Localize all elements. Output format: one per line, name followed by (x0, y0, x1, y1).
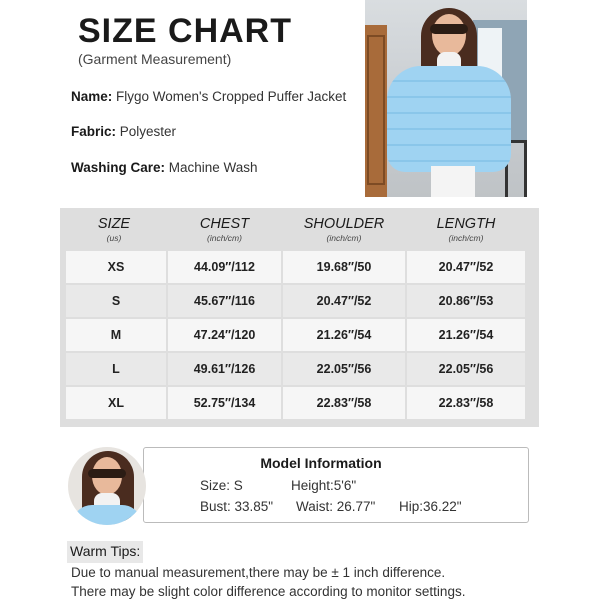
table-cell-chest: 47.24″/120 (168, 319, 281, 351)
model-waist: Waist: 26.77" (296, 499, 376, 514)
washing-care-value: Machine Wash (168, 160, 258, 175)
table-header-shoulder: SHOULDER (inch/cm) (303, 216, 385, 243)
table-cell-size: S (66, 285, 166, 317)
table-cell-chest: 45.67″/116 (168, 285, 281, 317)
table-cell-size: L (66, 353, 166, 385)
puffer-jacket (387, 66, 511, 172)
table-header-length: LENGTH (inch/cm) (436, 216, 496, 243)
table-cell-chest: 49.61″/126 (168, 353, 281, 385)
table-cell-length: 21.26″/54 (407, 319, 525, 351)
table-cell-shoulder: 20.47″/52 (283, 285, 405, 317)
warm-tip-color: There may be slight color difference according to monitor settings. (71, 584, 466, 599)
table-cell-size: XS (66, 251, 166, 283)
table-cell-shoulder: 22.83″/58 (283, 387, 405, 419)
product-name-label: Name: (71, 89, 113, 104)
product-name-value: Flygo Women's Cropped Puffer Jacket (116, 89, 347, 104)
warm-tip-measurement: Due to manual measurement,there may be ± 1 inch difference. (71, 565, 446, 580)
table-header-chest: CHEST (inch/cm) (199, 216, 250, 243)
page-title: SIZE CHART (78, 12, 292, 50)
product-photo (365, 0, 527, 197)
model-hip: Hip:36.22" (399, 499, 462, 514)
table-cell-shoulder: 21.26″/54 (283, 319, 405, 351)
washing-care-label: Washing Care: (71, 160, 166, 175)
warm-tips-label: Warm Tips: (67, 541, 143, 563)
table-cell-chest: 44.09″/112 (168, 251, 281, 283)
product-name-line (71, 89, 346, 104)
table-cell-size: XL (66, 387, 166, 419)
table-cell-length: 20.47″/52 (407, 251, 525, 283)
model-info-title: Model Information (260, 455, 382, 471)
table-cell-length: 20.86″/53 (407, 285, 525, 317)
table-cell-length: 22.83″/58 (407, 387, 525, 419)
table-header-size: SIZE (us) (97, 216, 131, 243)
fabric-line (71, 124, 176, 139)
washing-care-line (71, 160, 258, 175)
model-size: Size: S (200, 478, 243, 493)
fabric-value: Polyester (119, 124, 177, 139)
model-avatar (68, 447, 146, 525)
table-cell-length: 22.05″/56 (407, 353, 525, 385)
table-cell-chest: 52.75″/134 (168, 387, 281, 419)
model-bust: Bust: 33.85" (200, 499, 274, 514)
table-cell-size: M (66, 319, 166, 351)
model-height: Height:5'6" (291, 478, 357, 493)
table-cell-shoulder: 22.05″/56 (283, 353, 405, 385)
page-subtitle: (Garment Measurement) (78, 51, 232, 67)
table-cell-shoulder: 19.68″/50 (283, 251, 405, 283)
fabric-label: Fabric: (71, 124, 117, 139)
